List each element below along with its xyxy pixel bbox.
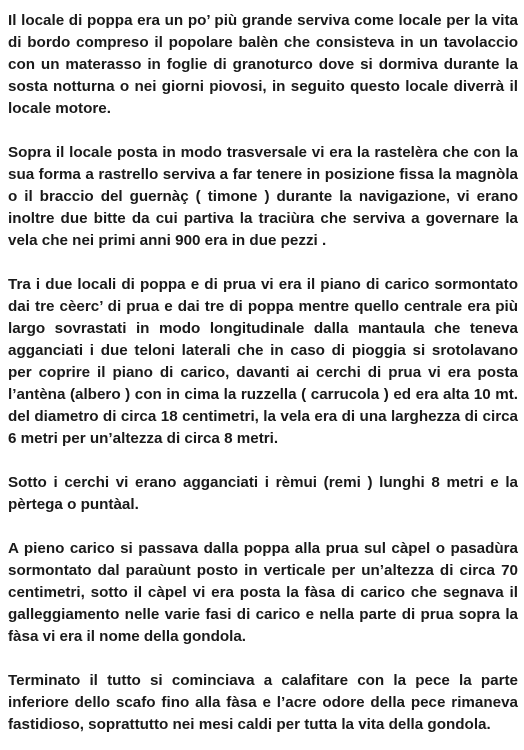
paragraph-oars: Sotto i cerchi vi erano agganciati i rèmui (remi ) lunghi 8 metri e la pèrtega o puntàal. [8,474,518,513]
document-page [8,10,518,736]
paragraph-caulking: Terminato il tutto si cominciava a calafitare con la pece la parte inferiore dello scafo fino alla fàsa e l’acre odore della pece rimaneva fastidioso, soprattutto nei mesi caldi per tutta la vita della gondola. [8,672,518,733]
paragraph-full-load: A pieno carico si passava dalla poppa alla prua sul càpel o pasadùra sormontato dal paraùunt posto in verticale per un’altezza di circa 70 centimetri, sotto il càpel vi era posta la fàsa di carico che segnava il galleggiamento nelle varie fasi di carico e nella parte di prua sopra la fàsa vi era il nome della gondola. [8,540,518,645]
paragraph-poop-cabin: Il locale di poppa era un po’ più grande serviva come locale per la vita di bordo compreso il popolare balèn che consisteva in un tavolaccio con un materasso in foglie di granoturco dove si dormiva durante la sosta notturna o nei giorni piovosi, in seguito questo locale diverrà il locale motore. [8,12,518,117]
paragraph-cargo-deck: Tra i due locali di poppa e di prua vi era il piano di carico sormontato dai tre cèerc’ di prua e dai tre di poppa mentre quello centrale era più largo sovrastati in modo longitudinale dalla mantaula che teneva agganciati i due teloni laterali che in caso di pioggia si srotolavano per coprire il piano di carico, davanti ai cerchi di prua vi era posta l’antèna (albero ) con in cima la ruzzella ( carrucola ) ed era alta 10 mt. del diametro di circa 18 centimetri, la vela era di una larghezza di circa 6 metri per un’altezza di circa 8 metri. [8,276,518,447]
paragraph-rastelera: Sopra il locale posta in modo trasversale vi era la rastelèra che con la sua forma a rastrello serviva a far tenere in posizione fissa la magnòla o il braccio del guernàç ( timone ) durante la navigazione, vi erano inoltre due bitte da cui partiva la traciùra che serviva a governare la vela che nei primi anni 900 era in due pezzi . [8,144,518,249]
